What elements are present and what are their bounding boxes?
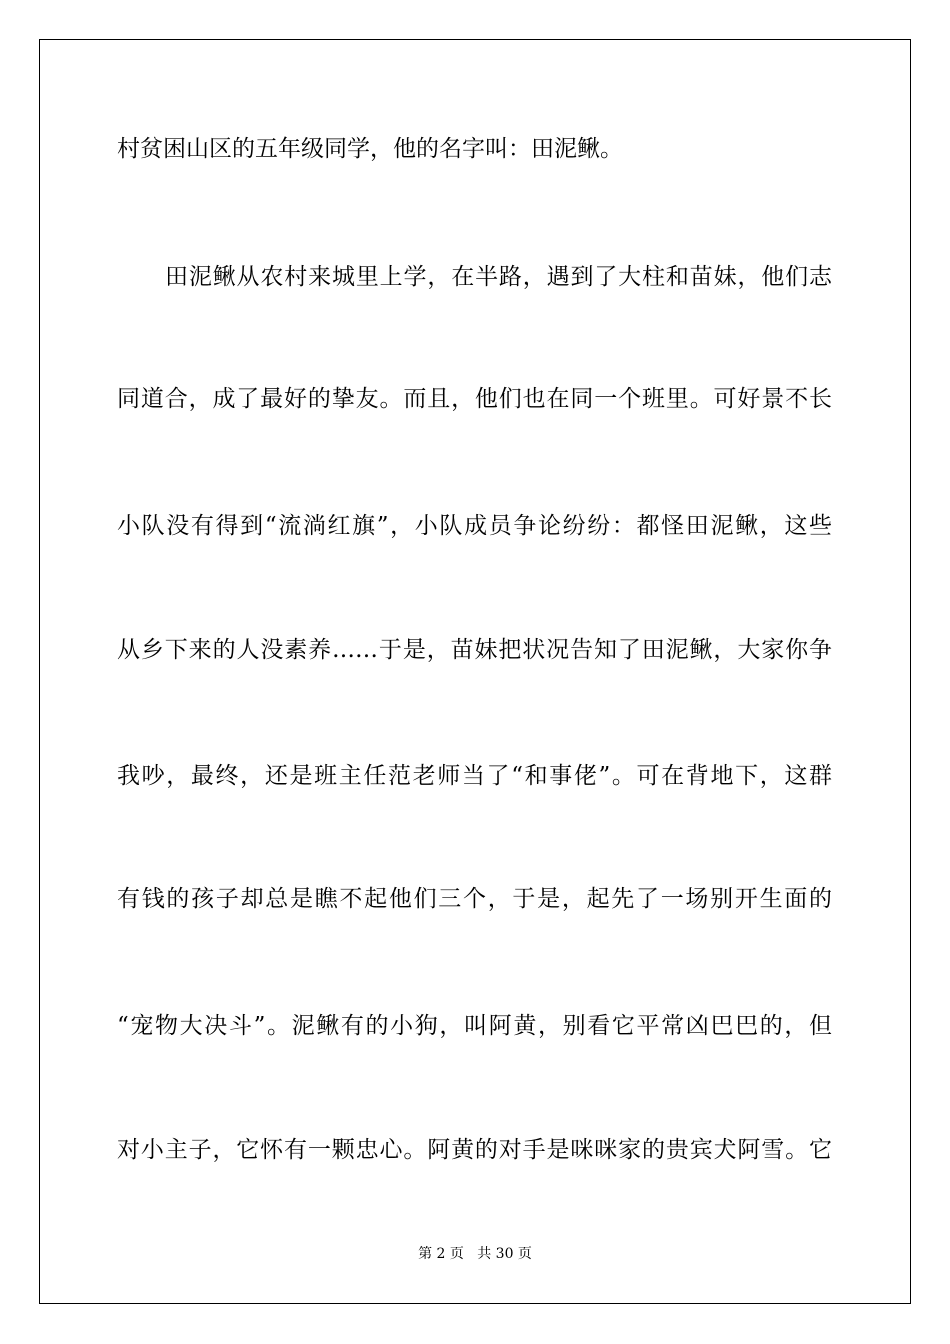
text-line-3: 同道合，成了最好的挚友。而且，他们也在同一个班里。可好景不长 xyxy=(117,386,832,412)
text-line-9: 对小主子，它怀有一颗忠心。阿黄的对手是咪咪家的贵宾犬阿雪。它 xyxy=(117,1137,832,1163)
text-line-2: 田泥鳅从农村来城里上学，在半路，遇到了大柱和苗妹，他们志 xyxy=(165,264,832,290)
text-line-7: 有钱的孩子却总是瞧不起他们三个，于是，起先了一场别开生面的 xyxy=(117,886,832,912)
text-line-6: 我吵，最终，还是班主任范老师当了“和事佬”。可在背地下，这群 xyxy=(117,763,832,789)
page-border xyxy=(39,39,911,1304)
page-footer: 第 2 页 共 30 页 xyxy=(418,1246,532,1262)
text-line-8: “宠物大决斗”。泥鳅有的小狗，叫阿黄，别看它平常凶巴巴的，但 xyxy=(117,1013,832,1039)
text-line-5: 从乡下来的人没素养……于是，苗妹把状况告知了田泥鳅，大家你争 xyxy=(117,637,832,663)
text-line-1: 村贫困山区的五年级同学，他的名字叫：田泥鳅。 xyxy=(117,136,623,162)
text-line-4: 小队没有得到“流淌红旗”，小队成员争论纷纷：都怪田泥鳅，这些 xyxy=(117,513,832,539)
